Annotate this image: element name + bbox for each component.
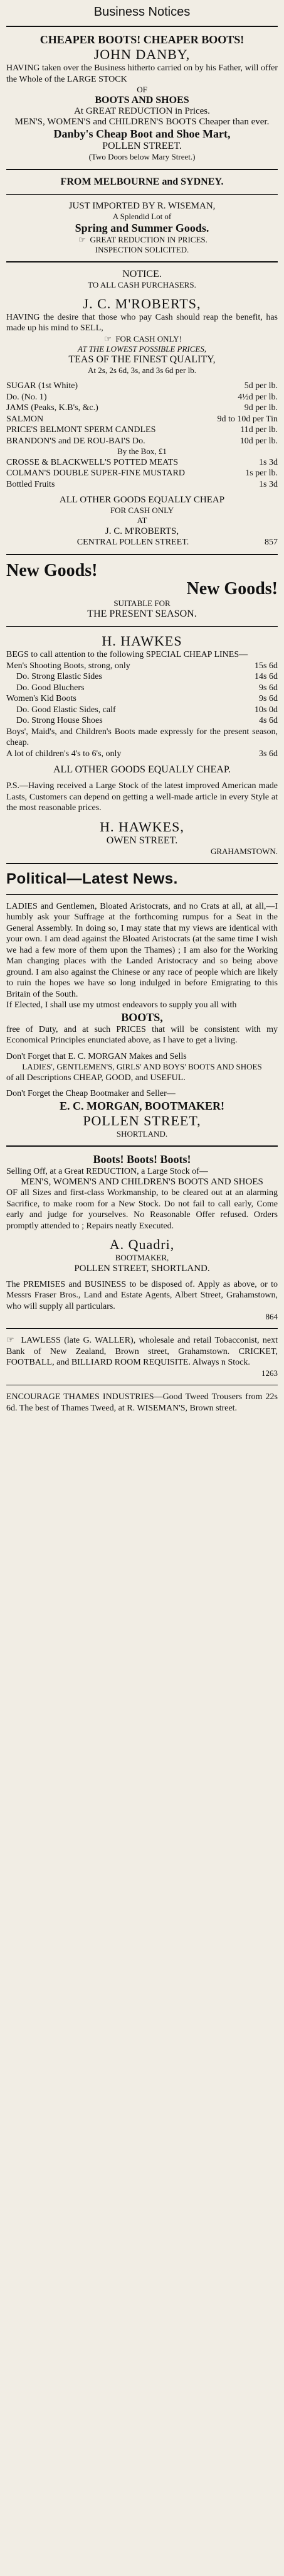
price-row [6,414,278,425]
hawkes-street: OWEN STREET. [106,835,178,846]
price-label: PRICE'S BELMONT SPERM CANDLES [6,425,156,435]
price-label: Do. (No. 1) [6,392,47,402]
price-row [6,671,278,683]
notice-title: NOTICE. [122,269,162,280]
hawkes-suitable: SUITABLE FOR [113,598,171,608]
price-row [6,479,278,490]
wiseman-reduction: GREAT REDUCTION IN PRICES. [90,234,208,244]
hawkes-intro: BEGS to call attention to the following SPECIAL CHEAP LINES— [6,650,248,660]
political-duty: free of Duty, and at such PRICES that will be consistent with my Economical Principles enunciated above, as I have to get a living. [6,1024,278,1046]
hawkes-all-goods: ALL OTHER GOODS EQUALLY CHEAP. [53,764,231,776]
ad-hawkes [6,561,278,857]
spacer [6,1046,278,1051]
price-value: 9s 6d [259,683,278,693]
price-row [6,661,278,672]
danby-name: JOHN DANBY, [93,46,191,62]
price-value: 4s 6d [259,716,278,726]
quadri-desc: OF all Sizes and first-class Workmanship, to be cleared out at an alarming Sacrifice, to make room for a New Stock. Do not fail to call early, Come early and judge for yourselves. No Reasonable Offer refused. Orders promptly attended to ; Repairs neatly Executed. [6,1188,278,1231]
price-row [6,705,278,716]
mroberts-at: AT [137,516,147,526]
morgan-town: SHORTLAND. [116,1128,168,1139]
wiseman-inspection: INSPECTION SOLICITED. [95,245,189,254]
price-value: 5d per lb. [244,381,278,391]
spacer [6,814,278,819]
hawkes-boys: Boys', Maid's, and Children's Boots made expressly for the present season, cheap. [6,727,278,748]
hawkes-ps: P.S.—Having received a Large Stock of the latest improved American made Lasts, Customers can depend on getting a well-made article in every Style at the most reasonable prices. [6,781,278,813]
quadri-premises: The PREMISES and BUSINESS to be disposed of. Apply as above, or to Messrs Fraser Bros., Land and Estate Agents, Albert Street, Grahamstown, who will supply all particulars. [6,1279,278,1311]
price-row [6,693,278,705]
section-header: Business Notices [93,5,191,19]
ad-encourage [6,1392,278,1414]
wiseman-reduction-row [6,235,278,245]
hawkes-season: THE PRESENT SEASON. [87,609,197,620]
price-label: JAMS (Peaks, K.B's, &c.) [6,403,98,413]
political-boots: BOOTS, [121,1010,163,1024]
price-label: SUGAR (1st White) [6,381,78,391]
hawkes-lot-price: 3s 6d [259,749,278,759]
spacer [6,1083,278,1088]
danby-intro: HAVING taken over the Business hitherto carried on by his Father, will offer the Whole of the LARGE STOCK [6,63,278,84]
price-row [6,468,278,479]
price-value: 1s 3d [259,457,278,467]
wiseman-intro: JUST IMPORTED BY R. WISEMAN, [68,200,216,211]
price-value: 1s per lb. [245,468,278,478]
lawless-text [6,1335,278,1368]
quadri-selling: Selling Off, at a Great REDUCTION, a Large Stock of— [6,1166,208,1176]
mroberts-name2: J. C. M'ROBERTS, [105,526,179,536]
mroberts-price-list [6,381,278,490]
danby-reduction: At GREAT REDUCTION in Prices. [74,106,210,117]
price-label: COLMAN'S DOUBLE SUPER-FINE MUSTARD [6,468,185,478]
mroberts-cash-only2: FOR CASH ONLY [110,506,174,515]
price-label: Do. Good Bluchers [16,683,85,693]
divider [6,261,278,262]
spacer [6,1231,278,1237]
spacer [6,291,278,296]
quadri-name: A. Quadri, [109,1237,175,1253]
hawkes-lot: A lot of children's 4's to 6's, only [6,749,122,759]
divider [6,169,278,170]
price-label: Men's Shooting Boots, strong, only [6,661,130,671]
pointing-hand-icon: ☞ [104,333,112,344]
mroberts-cash-row [6,334,278,344]
hawkes-headline2: New Goods! [186,579,278,599]
lawless-body: LAWLESS (late G. WALLER), wholesale and retail Tobacconist, next Bank of New Zealand, Brown street, Grahamstown. CRICKET, FOOTBALL, and BILLIARD ROOM REQUISITE. Always n Stock. [6,1336,278,1368]
price-value: 9d per lb. [244,403,278,413]
divider [6,194,278,195]
danby-of: OF [137,85,147,94]
mroberts-cash-only: FOR CASH ONLY! [115,333,182,344]
spacer [6,376,278,381]
ad-mroberts [6,269,278,548]
ref-number: 857 [265,537,278,547]
political-intro: LADIES and Gentlemen, Bloated Aristocrats, and no Crats at all, at all,—I humbly ask your Suffrage at the forthcoming rumpus for a Seat in the General Assembly. In doing so, I may state that my views are identical with your own. I am dead against the Bloated Aristocrats (at the same time I wish we had a few more of them upon the Thames) ; I am also for the Working Man changing places with the Landed Aristocracy and so being above ground. I am also against the Chinese or any race of people which are likely to ruin the hopes we have so long indulged in before Emigrating to this Britain of the South. [6,901,278,999]
price-label: Do. Good Elastic Sides, calf [16,705,116,715]
encourage-text: ENCOURAGE THAMES INDUSTRIES—Good Tweed Trousers from 22s 6d. The best of Thames Tweed, at R. WISEMAN'S, Brown street. [6,1392,278,1413]
price-row [6,457,278,468]
mroberts-teas: TEAS OF THE FINEST QUALITY, [68,354,216,365]
price-label: SALMON [6,414,44,424]
price-row [6,381,278,392]
mroberts-tea-prices: At 2s, 2s 6d, 3s, and 3s 6d per lb. [88,365,196,375]
danby-stock: BOOTS AND SHOES [95,95,189,106]
price-value: 10s 0d [255,705,278,715]
morgan-name: E. C. MORGAN, BOOTMAKER! [60,1099,224,1112]
divider [6,554,278,555]
price-row [6,392,278,403]
danby-shop: Danby's Cheap Boot and Shoe Mart, [53,127,231,141]
political-dont-forget: Don't Forget that E. C. MORGAN Makes and Sells [6,1051,187,1061]
price-row [6,436,278,447]
hawkes-name2: H. HAWKES, [100,818,184,835]
wiseman-highlight: Spring and Summer Goods. [75,221,209,234]
spacer [6,490,278,495]
hawkes-town: GRAHAMSTOWN. [210,846,278,856]
price-row [6,683,278,694]
ad-lawless [6,1335,278,1378]
price-value: 14s 6d [255,672,278,682]
spacer [6,759,278,764]
divider [6,1145,278,1147]
price-row [6,403,278,414]
danby-headline: CHEAPER BOOTS! CHEAPER BOOTS! [39,33,245,46]
political-descriptions: of all Descriptions CHEAP, GOOD, and USEFUL. [6,1073,186,1083]
mroberts-address-row [6,537,278,548]
danby-street: POLLEN STREET. [102,141,182,152]
mroberts-name: J. C. M'ROBERTS, [83,295,201,311]
divider [6,26,278,27]
ad-quadri [6,1153,278,1323]
pointing-hand-icon: ☞ [6,1336,14,1346]
divider [6,626,278,627]
divider [6,894,278,895]
price-row [6,425,278,436]
price-value: 4½d per lb. [238,392,278,402]
hawkes-name: H. HAWKES [102,633,182,649]
price-value: 9d to 10d per Tin [217,414,278,424]
pointing-hand-icon: ☞ [78,234,86,244]
wiseman-headline: FROM MELBOURNE and SYDNEY. [60,176,224,187]
price-label: Do. Strong Elastic Sides [16,672,102,682]
mroberts-all-goods: ALL OTHER GOODS EQUALLY CHEAP [59,495,225,505]
price-value: 10d per lb. [239,436,278,446]
morgan-street: POLLEN STREET, [83,1112,201,1128]
mroberts-address: CENTRAL POLLEN STREET. [76,537,189,547]
divider [6,863,278,864]
price-label: Do. Strong House Shoes [16,716,103,726]
danby-location: (Two Doors below Mary Street.) [88,152,196,162]
ad-danby [6,33,278,163]
hawkes-lot-row [6,749,278,760]
divider [6,1328,278,1329]
danby-types: MEN'S, WOMEN'S and CHILDREN'S BOOTS Cheaper than ever. [14,117,270,127]
quadri-trade: BOOTMAKER, [115,1253,169,1263]
price-value: 9s 6d [259,694,278,704]
price-label: Women's Kid Boots [6,694,76,704]
ad-wiseman-spring [6,176,278,256]
notice-subtitle: TO ALL CASH PURCHASERS. [88,280,196,290]
price-value: 1s 3d [259,479,278,489]
political-elected: If Elected, I shall use my utmost endeavors to supply you all with [6,1000,237,1010]
hawkes-price-list [6,661,278,727]
wiseman-subtitle: A Splendid Lot of [112,211,172,221]
quadri-stock: MEN'S, WOMEN'S AND CHILDREN'S BOOTS AND SHOES [21,1177,263,1188]
quadri-headline: Boots! Boots! Boots! [93,1152,191,1166]
price-label: CROSSE & BLACKWELL'S POTTED MEATS [6,457,178,467]
spacer [6,776,278,781]
price-value: 11d per lb. [240,425,278,435]
political-dont-forget2: Don't Forget the Cheap Bootmaker and Seller— [6,1089,176,1099]
ref-number: 1263 [261,1368,278,1378]
price-row [6,715,278,727]
price-label: Bottled Fruits [6,479,55,489]
quadri-street: POLLEN STREET, SHORTLAND. [74,1263,210,1274]
political-headline: Political—Latest News. [6,870,178,887]
price-value: 15s 6d [255,661,278,671]
spacer [6,1274,278,1279]
price-label: BRANDON'S and DE ROU-BAI'S Do. [6,436,145,446]
ad-morgan [6,870,278,1139]
price-note: By the Box, £1 [117,446,167,457]
hawkes-headline1: New Goods! [6,561,98,580]
mroberts-intro: HAVING the desire that those who pay Cash should reap the benefit, has made up his mind to SELL, [6,312,278,333]
political-lines: LADIES', GENTLEMEN'S, GIRLS' AND BOYS' BOOTS AND SHOES [22,1062,262,1072]
ref-number: 864 [265,1312,278,1322]
mroberts-lowest: AT THE LOWEST POSSIBLE PRICES, [77,344,207,354]
